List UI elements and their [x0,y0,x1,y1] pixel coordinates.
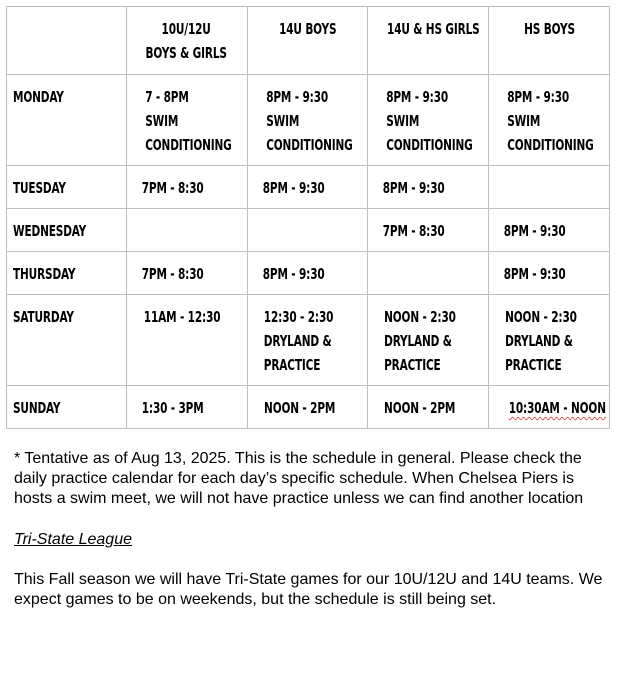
cell-line: CONDITIONING [144,136,232,154]
schedule-cell: NOON - 2PM [368,386,489,429]
cell-line: SWIM [507,112,541,130]
table-row [7,166,610,209]
cell-line: 8PM - 9:30 [386,88,449,106]
day-cell-wednesday: WEDNESDAY [7,209,127,252]
table-row [7,295,610,386]
cell-line: DRYLAND & [384,332,453,350]
schedule-cell: 8PM - 9:30 [489,252,610,295]
tentative-note: * Tentative as of Aug 13, 2025. This is the schedule in general. Please check the daily practice calendar for each day’s specific schedule. When Chelsea Piers is hosts a swim meet, we will not have practice unless we can find another location [14,450,584,507]
table-row [7,209,610,252]
cell-line: SWIM [386,112,420,130]
schedule-cell: 8PM - 9:30 [368,166,489,209]
day-cell-thursday: THURSDAY [7,252,127,295]
schedule-cell: 8PM - 9:30 [247,166,368,209]
header-10u-12u-label [146,17,227,65]
schedule-cell [489,75,610,166]
schedule-cell [247,295,368,386]
table-header-row [7,7,610,75]
cell-line: 8PM - 9:30 [507,88,570,106]
header-10u-12u-line1: 10U/12U [162,20,212,38]
schedule-cell [126,75,247,166]
notes-section [14,449,609,610]
schedule-cell: 7PM - 8:30 [126,252,247,295]
spellcheck-flagged-text: 10:30AM - NOON [508,399,607,417]
league-description: This Fall season we will have Tri-State games for our 10U/12U and 14U teams. We expect games to be on weekends, but the schedule is still being set. [14,571,603,608]
schedule-cell: 11AM - 12:30 [126,295,247,386]
cell-line: CONDITIONING [386,136,474,154]
schedule-cell: NOON - 2PM [247,386,368,429]
header-hs-boys: HS BOYS [489,7,610,75]
schedule-cell: 8PM - 9:30 [489,209,610,252]
day-cell-sunday: SUNDAY [7,386,127,429]
cell-line: DRYLAND & [263,332,331,350]
header-14u-hs-girls: 14U & HS GIRLS [368,7,489,75]
schedule-cell [126,209,247,252]
cell-line: NOON - 2:30 [505,308,577,326]
cell-line: CONDITIONING [507,136,594,154]
cell-line: PRACTICE [505,356,562,374]
schedule-cell: 7PM - 8:30 [126,166,247,209]
cell-line: DRYLAND & [505,332,573,350]
header-corner-cell [7,7,127,75]
league-heading: Tri-State League [14,531,132,548]
schedule-cell [368,252,489,295]
header-10u-12u [126,7,247,75]
schedule-cell [247,209,368,252]
cell-line: CONDITIONING [265,136,353,154]
header-14u-boys: 14U BOYS [247,7,368,75]
cell-line: 8PM - 9:30 [265,88,328,106]
practice-schedule-table [6,6,610,429]
table-row [7,252,610,295]
cell-line: 12:30 - 2:30 [263,308,333,326]
cell-line: NOON - 2:30 [384,308,457,326]
schedule-cell [368,75,489,166]
schedule-cell [489,166,610,209]
day-cell-monday: MONDAY [7,75,127,166]
schedule-cell: 8PM - 9:30 [247,252,368,295]
cell-line: SWIM [265,112,299,130]
cell-line: 7 - 8PM [144,88,189,106]
day-cell-saturday: SATURDAY [7,295,127,386]
cell-line: PRACTICE [384,356,441,374]
schedule-cell: 7PM - 8:30 [368,209,489,252]
cell-line: PRACTICE [263,356,320,374]
schedule-cell [489,386,610,429]
schedule-cell [247,75,368,166]
table-row [7,75,610,166]
schedule-cell [368,295,489,386]
schedule-cell: 1:30 - 3PM [126,386,247,429]
cell-line: SWIM [144,112,178,130]
day-cell-tuesday: TUESDAY [7,166,127,209]
table-row [7,386,610,429]
header-10u-12u-line2: BOYS & GIRLS [145,44,228,62]
schedule-cell [489,295,610,386]
